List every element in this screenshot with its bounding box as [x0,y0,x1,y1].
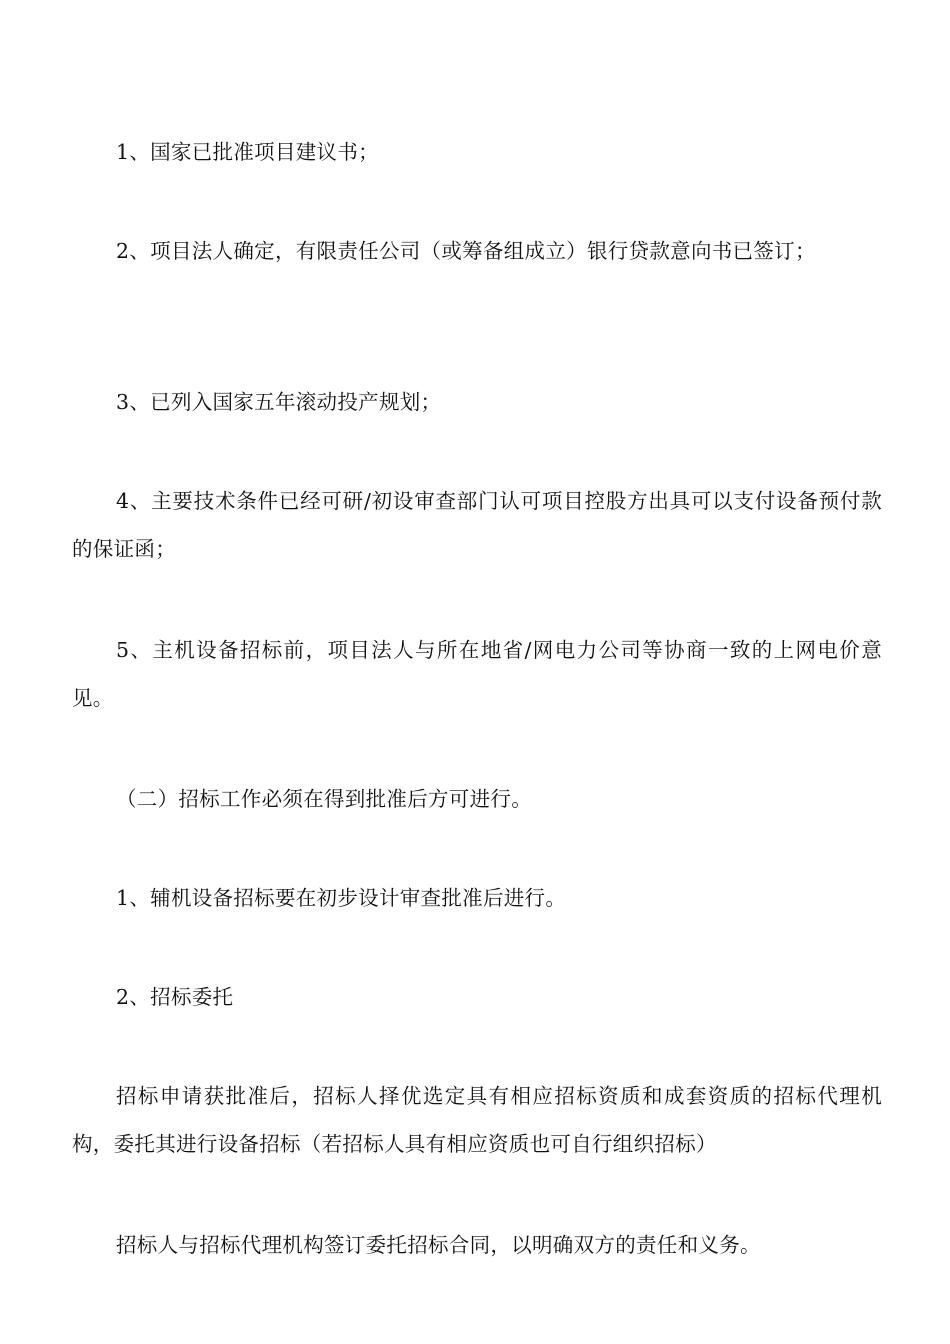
paragraph-item-5: 5、主机设备招标前，项目法人与所在地省/网电力公司等协商一致的上网电价意见。 [72,638,882,710]
paragraph-body-2: 招标人与招标代理机构签订委托招标合同，以明确双方的责任和义务。 [116,1233,761,1257]
paragraph-item-3: 3、已列入国家五年滚动投产规划； [116,390,442,414]
paragraph-body-1: 招标申请获批准后，招标人择优选定具有相应招标资质和成套资质的招标代理机构，委托其进行设备招标（若招标人具有相应资质也可自行组织招标） [72,1084,882,1156]
paragraph-item-4: 4、主要技术条件已经可研/初设审查部门认可项目控股方出具可以支付设备预付款的保证函； [72,489,882,561]
paragraph-item-6: 1、辅机设备招标要在初步设计审查批准后进行。 [116,886,567,910]
paragraph-item-7: 2、招标委托 [116,985,234,1009]
paragraph-item-1: 1、国家已批准项目建议书； [116,140,379,164]
section-heading: （二）招标工作必须在得到批准后方可进行。 [116,787,532,811]
paragraph-item-2: 2、项目法人确定，有限责任公司（或筹备组成立）银行贷款意向书已签订； [116,239,816,263]
